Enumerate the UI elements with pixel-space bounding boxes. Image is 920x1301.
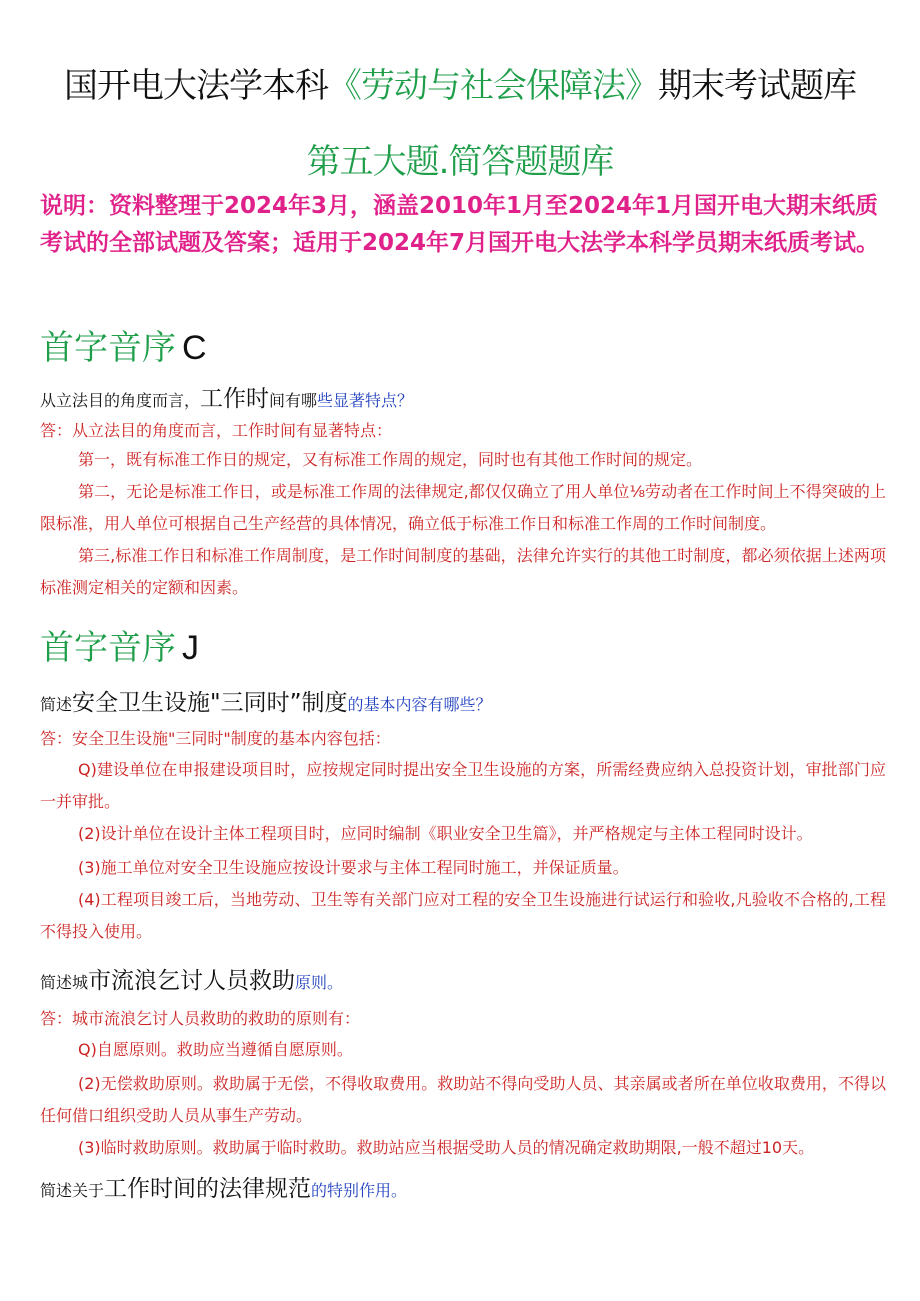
section-heading-c bbox=[40, 320, 207, 369]
section-label: 首字音序 bbox=[40, 328, 176, 368]
answer-1-intro: 答：从立法目的角度而言，工作时间有显著特点： bbox=[40, 421, 393, 440]
answer-2-para-1: Q)建设单位在申报建设项目时，应按规定同时提出安全卫生设施的方案，所需经费应纳入总投资计划，审批部门应一并审批。 bbox=[40, 760, 886, 811]
document-note: 说明：资料整理于2024年3月，涵盖2010年1月至2024年1月国开电大期末纸质考试的全部试题及答案；适用于2024年7月国开电大法学本科学员期末纸质考试。 bbox=[40, 193, 880, 256]
section-letter: J bbox=[182, 629, 199, 667]
answer-3-para-2: (2)无偿救助原则。救助属于无偿，不得收取费用。救助站不得向受助人员、其亲属或者所在单位收取费用，不得以任何借口组织受助人员从事生产劳动。 bbox=[40, 1074, 886, 1125]
answer-2-para-2: (2)设计单位在设计主体工程项目时，应同时编制《职业安全卫生篇》，并严格规定与主体工程同时设计。 bbox=[78, 824, 813, 843]
question-3: 简述城市流浪乞讨人员救助原则。 bbox=[40, 968, 344, 994]
section-label: 首字音序 bbox=[40, 628, 176, 668]
answer-2-para-4: (4)工程项目竣工后，当地劳动、卫生等有关部门应对工程的安全卫生设施进行试运行和验收,凡验收不合格的,工程不得投入使用。 bbox=[40, 890, 886, 941]
answer-3-intro: 答：城市流浪乞讨人员救助的救助的原则有： bbox=[40, 1009, 361, 1028]
section-heading-j bbox=[40, 620, 199, 669]
document-subtitle: 第五大题.简答题题库 bbox=[306, 142, 614, 182]
section-letter: C bbox=[182, 329, 207, 367]
answer-1-para-1: 第一，既有标准工作日的规定，又有标准工作周的规定，同时也有其他工作时间的规定。 bbox=[78, 450, 703, 469]
title-prefix: 国开电大法学本科 bbox=[64, 66, 328, 106]
answer-2-intro: 答：安全卫生设施"三同时"制度的基本内容包括： bbox=[40, 729, 391, 748]
answer-1-para-2: 第二，无论是标准工作日，或是标准工作周的法律规定,都仅仅确立了用人单位⅛劳动者在工作时间上不得突破的上限标准，用人单位可根据自己生产经营的具体情况，确立低于标准工作日和标准工作周的工作时间制度。 bbox=[40, 482, 886, 533]
answer-3-para-3: (3)临时救助原则。救助属于临时救助。救助站应当根据受助人员的情况确定救助期限,一般不超过10天。 bbox=[78, 1138, 815, 1157]
title-book: 《劳动与社会保障法》 bbox=[328, 66, 658, 106]
answer-2-para-3: (3)施工单位对安全卫生设施应按设计要求与主体工程同时施工，并保证质量。 bbox=[78, 858, 629, 877]
document-title bbox=[0, 58, 920, 107]
title-suffix: 期末考试题库 bbox=[658, 66, 856, 106]
answer-1-para-3: 第三,标准工作日和标准工作周制度，是工作时间制度的基础，法律允许实行的其他工时制度，都必须依据上述两项标准测定相关的定额和因素。 bbox=[40, 546, 886, 597]
answer-3-para-1: Q)自愿原则。救助应当遵循自愿原则。 bbox=[78, 1040, 353, 1059]
question-1: 从立法目的角度而言，工作时间有哪些显著特点？ bbox=[40, 386, 414, 412]
question-2: 简述安全卫生设施"三同时”制度的基本内容有哪些？ bbox=[40, 690, 492, 716]
question-4: 简述关于工作时间的法律规范的特别作用。 bbox=[40, 1176, 408, 1202]
